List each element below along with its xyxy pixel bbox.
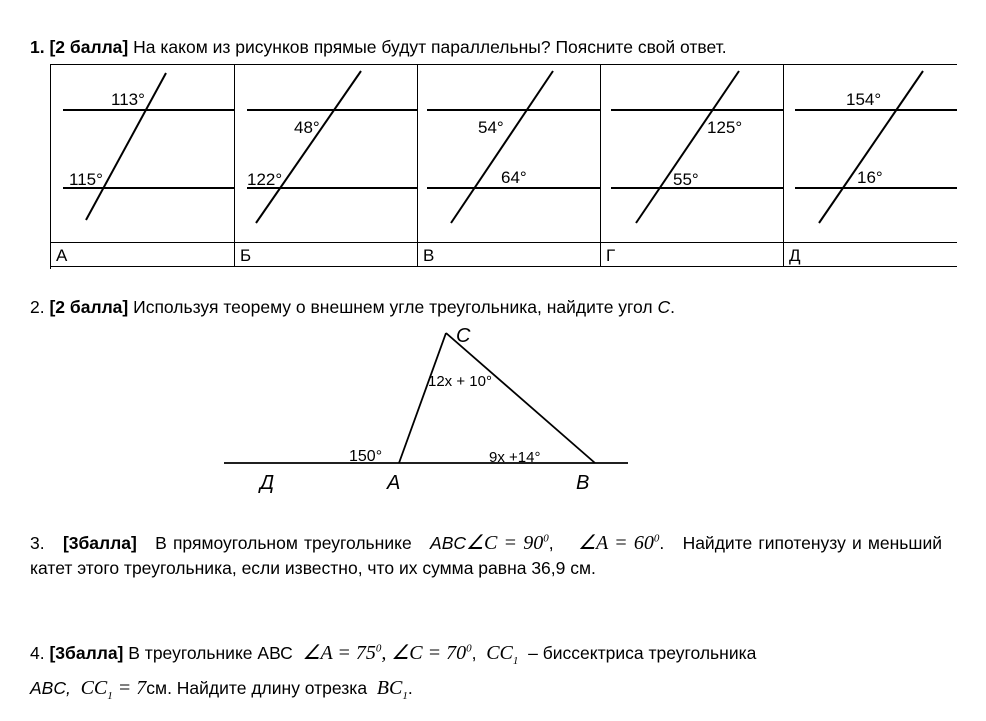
question-text: В треугольнике АВС bbox=[128, 643, 293, 663]
question-points: [2 балла] bbox=[49, 297, 129, 317]
angle-label: 16° bbox=[857, 168, 883, 187]
question-2-heading: 2. [2 балла] Используя теорему о внешнем угле треугольника, найдите угол C. bbox=[30, 297, 676, 317]
figure-label-d: Д bbox=[784, 242, 957, 267]
question-number: 1. bbox=[30, 37, 45, 57]
figure-label-a: А bbox=[51, 242, 235, 267]
angle-label: 125° bbox=[707, 118, 743, 137]
angle-label: 115° bbox=[69, 170, 103, 189]
question-4: 4. [3балла] В треугольнике АВС ∠A = $75^0$, ∠C = $70^0$, $CC_1$ – биссектриса треугольника ABC, $CC_1 = 7см$. Найдите длину отрезка $BC_1$. bbox=[30, 642, 757, 703]
angle-label: 64° bbox=[501, 168, 527, 187]
angle-c-expr: 12x + 10° bbox=[428, 373, 492, 390]
figure-label-g: Г bbox=[601, 242, 784, 267]
question-text: В прямоугольном треугольнике bbox=[155, 533, 412, 553]
triangle-name: ABC, bbox=[30, 678, 71, 699]
point-d-label: Д bbox=[260, 472, 275, 494]
angle-label: 122° bbox=[247, 170, 283, 189]
vertex-b-label: B bbox=[576, 472, 590, 494]
question-1-heading bbox=[30, 36, 727, 60]
question-points: [3балла] bbox=[49, 643, 124, 663]
question-number: 4. bbox=[30, 643, 45, 663]
vertex-c-label: C bbox=[456, 325, 471, 347]
exterior-angle-a: 150° bbox=[349, 448, 383, 465]
triangle-name: ABC bbox=[430, 533, 467, 553]
figure-label-v: В bbox=[418, 242, 601, 267]
question-text-continued: Найдите гипотенузу и меньший катет этого треугольника, если известно, что их сумма равна 36,9 см. bbox=[30, 533, 943, 578]
question-text-continued: – биссектриса треугольника bbox=[528, 643, 757, 663]
angle-label: 154° bbox=[846, 90, 882, 109]
angle-label: 113° bbox=[111, 90, 145, 109]
question-3: 3. [3балла] В прямоугольном треугольнике ABC∠C = $90^0$, ∠A = $60^0$. Найдите гипотенузу и меньший катет этого треугольника, если известно, что их сумма равна 36,9 см. bbox=[30, 532, 943, 578]
vertex-a-label: A bbox=[387, 472, 401, 494]
angle-label: 55° bbox=[673, 170, 699, 189]
question-points: [2 балла] bbox=[49, 37, 129, 57]
angle-label: 54° bbox=[478, 118, 504, 137]
parallel-lines-figures bbox=[51, 65, 957, 242]
question-text-end: см. Найдите длину отрезка bbox=[146, 678, 368, 699]
question-text: Используя теорему о внешнем угле треугольника, найдите угол bbox=[133, 297, 653, 317]
angle-b-expr: 9x +14° bbox=[489, 449, 541, 466]
question-number: 2. bbox=[30, 297, 45, 317]
target-segment: $BC_1$ bbox=[376, 677, 408, 703]
triangle-figure bbox=[0, 322, 986, 522]
bisector-segment: $CC_1$ bbox=[486, 642, 519, 667]
angle-variable: C bbox=[657, 297, 671, 317]
question-number: 3. bbox=[30, 533, 45, 553]
question-points: [3балла] bbox=[62, 533, 137, 553]
angle-label: 48° bbox=[294, 118, 320, 137]
figure-label-b: Б bbox=[235, 242, 418, 267]
figures-table bbox=[50, 64, 957, 269]
question-text: На каком из рисунков прямые будут параллельны? Поясните свой ответ. bbox=[133, 37, 727, 57]
condition-angle-c: ∠C = $90^0$ bbox=[466, 532, 549, 554]
segment-length: $CC_1 = 7$ bbox=[80, 677, 147, 703]
condition-angle-a: ∠A = $60^0$ bbox=[578, 532, 660, 554]
condition-angles: ∠A = $75^0$, ∠C = $70^0$ bbox=[302, 642, 472, 664]
